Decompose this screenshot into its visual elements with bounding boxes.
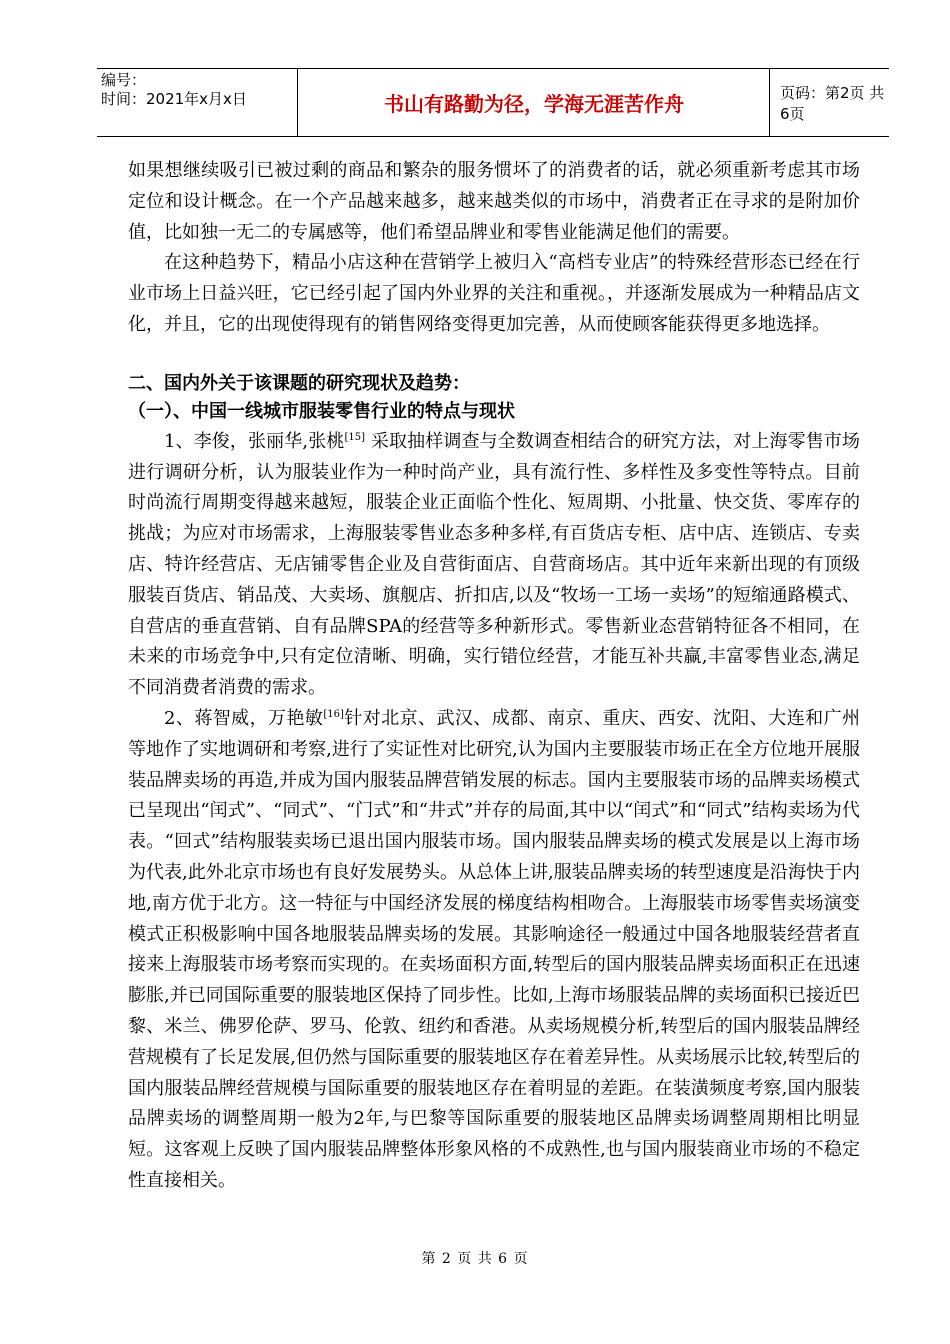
spacer [128,341,860,371]
paragraph-4-text: 针对北京、武汉、成都、南京、重庆、西安、沈阳、大连和广州等地作了实地调研和考察,进行了实证性对比研究,认为国内主要服装市场正在全方位地开展服装品牌卖场的再造,并成为国内服装品牌营销发展的标志。国内主要服装市场的品牌卖场模式已呈现出“闰式”、“同式”、“门式”和“井式”并存的局面,其中以“闰式”和“同式”结构卖场为代表。“回式”结构服装卖场已退出国内服装市场。国内服装品牌卖场的模式发展是以上海市场为代表,此外北京市场也有良好发展势头。从总体上讲,服装品牌卖场的转型速度是沿海快于内地,南方优于北方。这一特征与中国经济发展的梯度结构相吻合。上海服装市场零售卖场演变模式正积极影响中国各地服装品牌卖场的发展。其影响途径一般通过中国各地服装经营者直接来上海服装市场考察而实现的。在卖场面积方面,转型后的国内服装品牌卖场面积正在迅速膨胀,并已同国际重要的服装地区保持了同步性。比如,上海市场服装品牌的卖场面积已接近巴黎、米兰、佛罗伦萨、罗马、伦敦、纽约和香港。从卖场规模分析,转型后的国内服装品牌经营规模有了长足发展,但仍然与国际重要的服装地区存在着差异性。从卖场展示比较,转型后的国内服装品牌经营规模与国际重要的服装地区存在着明显的差距。在装潢频度考察,国内服装品牌卖场的调整周期一般为2年,与巴黎等国际重要的服装地区品牌卖场调整周期相比明显短。这客观上反映了国内服装品牌整体形象风格的不成熟性,也与国内服装商业市场的不稳定性直接相关。 [128,707,861,1191]
header-page-info: 页码：第2页 共6页 [780,83,885,123]
time-label: 时间：2021年x月x日 [101,90,247,108]
paragraph-3-text: 采取抽样调查与全数调查相结合的研究方法，对上海零售市场进行调研分析，认为服装业作为一种时尚产业，具有流行性、多样性及多变性等特点。目前时尚流行周期变得越来越短，服装企业正面临个性化、短周期、小批量、快交货、零库存的挑战；为应对市场需求，上海服装零售业态多种多样,有百货店专柜、店中店、连锁店、专卖店、特许经营店、无店铺零售企业及自营街面店、自营商场店。其中近年来新出现的有顶级服装百货店、销品茂、大卖场、旗舰店、折扣店,以及“牧场一工场一卖场”的短缩通路模式、自营店的垂直营销、自有品牌SPA的经营等多种新形式。零售新业态营销特征各不相同，在未来的市场竞争中,只有定位清晰、明确，实行错位经营，才能互补共赢,丰富零售业态,满足不同消费者消费的需求。 [128,430,860,699]
page-header [97,68,889,137]
paragraph-1: 如果想继续吸引已被过剩的商品和繁杂的服务惯坏了的消费者的话，就必须重新考虑其市场定位和设计概念。在一个产品越来越多，越来越类似的市场中，消费者正在寻求的是附加价值，比如独一无二的专属感等，他们希望品牌业和零售业能满足他们的需要。 [128,160,860,243]
paragraph-2: 在这种趋势下，精品小店这种在营销学上被归入“高档专业店”的特殊经营形态已经在行业市场上日益兴旺，它已经引起了国内外业界的关注和重视。，并逐渐发展成为一种精品店文化，并且，它的出现使得现有的销售网络变得更加完善，从而使顾客能获得更多地选择。 [128,252,860,335]
document-body [128,156,860,1197]
reference-16: [16] [323,708,344,720]
paragraph-4-authors: 2、蒋智威，万艳敏 [164,707,324,729]
paragraph-3 [128,427,860,704]
paragraph-3-authors: 1、李俊，张丽华,张桃 [164,430,345,452]
reference-15: [15] [344,431,366,443]
section-heading: 二、国内外关于该课题的研究现状及趋势： [128,372,470,394]
page-footer: 第 2 页 共 6 页 [421,1251,529,1267]
header-meta [97,69,298,136]
subsection-heading: （一）、中国一线城市服装零售行业的特点与现状 [128,400,515,422]
paragraph-4 [128,704,860,1197]
header-motto: 书山有路勤为径，学海无涯苦作舟 [299,69,770,136]
number-label: 编号： [101,71,147,89]
